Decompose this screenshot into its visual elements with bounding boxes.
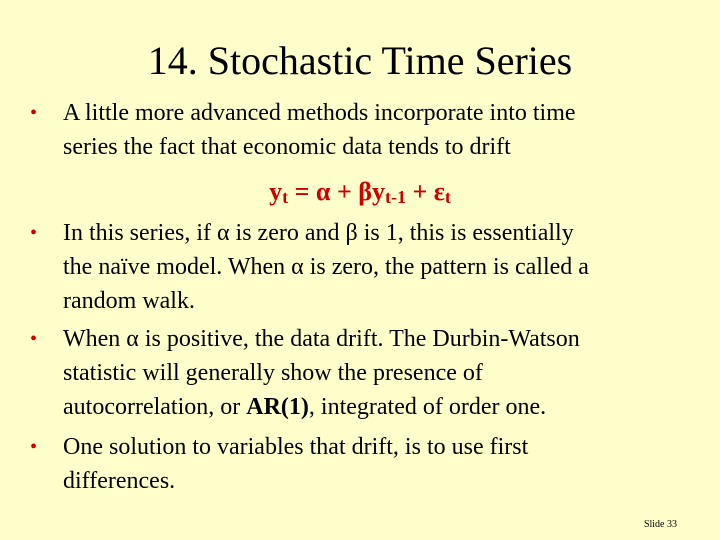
equation [0,175,720,214]
bullet-text [63,96,703,164]
bullet-line: differences. [63,468,176,494]
bullet-marker: • [30,328,38,350]
equation-y-lag: y [371,177,385,206]
bullet-text [63,216,703,318]
slide-number: Slide 33 [643,519,677,530]
bullet-line [63,390,703,424]
bullet-line: random walk. [63,288,195,314]
slide-title: 14. Stochastic Time Series [147,38,573,83]
bullet-line: the naïve model. When α is zero, the pattern is called a [63,254,589,280]
bullet-text-run: autocorrelation, or [63,394,247,420]
bullet-text-run: , integrated of order one. [308,394,547,420]
bullet-text [63,430,703,498]
bullet-marker: • [30,222,38,244]
equation-sub-t-minus-1: t-1 [384,187,406,207]
equation-equals: = [288,177,316,206]
bullet-text [63,322,703,424]
equation-sub-t: t [282,187,289,207]
bullet-line: When α is positive, the data drift. The Durbin-Watson [63,326,580,352]
equation-epsilon: ε [433,177,445,206]
equation-beta: β [358,177,372,206]
ar1-term: AR(1) [246,394,309,420]
equation-alpha: α [315,177,331,206]
bullet-marker: • [30,436,38,458]
equation-sub-t: t [444,187,451,207]
equation-plus: + [405,177,434,206]
bullet-line: In this series, if α is zero and β is 1, this is essentially [63,220,574,246]
bullet-line: series the fact that economic data tends to drift [63,134,511,160]
bullet-line: A little more advanced methods incorporate into time [63,100,576,126]
bullet-line: One solution to variables that drift, is to use first [63,434,529,460]
bullet-line: statistic will generally show the presence of [63,360,483,386]
equation-y: y [269,177,283,206]
bullet-marker: • [30,102,38,124]
equation-plus: + [330,177,359,206]
